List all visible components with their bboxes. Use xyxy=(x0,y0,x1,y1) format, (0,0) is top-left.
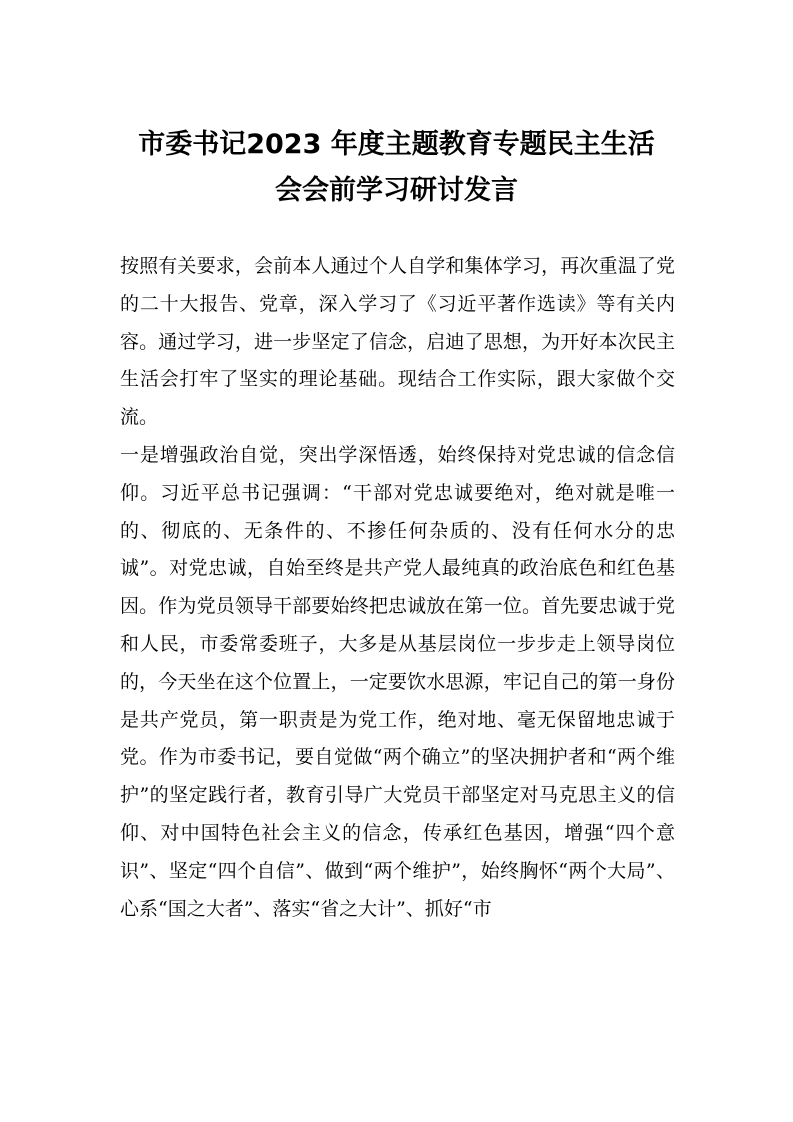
document-title-line-2: 会会前学习研讨发言 xyxy=(275,175,518,206)
document-title-line-1: 市委书记2023 年度主题教育专题民主生活 xyxy=(138,129,655,160)
paragraph-intro: 按照有关要求，会前本人通过个人自学和集体学习，再次重温了党的二十大报告、党章，深入学习了《习近平著作选读》等有关内容。通过学习，进一步坚定了信念，启迪了思想，为开好本次民主生活会打牢了坚实的理论基础。现结合工作实际，跟大家做个交流。 xyxy=(120,255,675,429)
paragraph-point-one: 一是增强政治自觉，突出学深悟透，始终保持对党忠诚的信念信仰。习近平总书记强调：“干部对党忠诚要绝对，绝对就是唯一的、彻底的、无条件的、不掺任何杂质的、没有任何水分的忠诚”。对党忠诚，自始至终是共产党人最纯真的政治底色和红色基因。作为党员领导干部要始终把忠诚放在第一位。首先要忠诚于党和人民，市委常委班子，大多是从基层岗位一步步走上领导岗位的，今天坐在这个位置上，一定要饮水思源，牢记自己的第一身份是共产党员，第一职责是为党工作，绝对地、毫无保留地忠诚于党。作为市委书记，要自觉做“两个确立”的坚决拥护者和“两个维护”的坚定践行者，教育引导广大党员干部坚定对马克思主义的信仰、对中国特色社会主义的信念，传承红色基因，增强“四个意识”、坚定“四个自信”、做到“两个维护”，始终胸怀“两个大局”、心系“国之大者”、落实“省之大计”、抓好“市 xyxy=(120,443,675,920)
document-body xyxy=(120,248,675,928)
